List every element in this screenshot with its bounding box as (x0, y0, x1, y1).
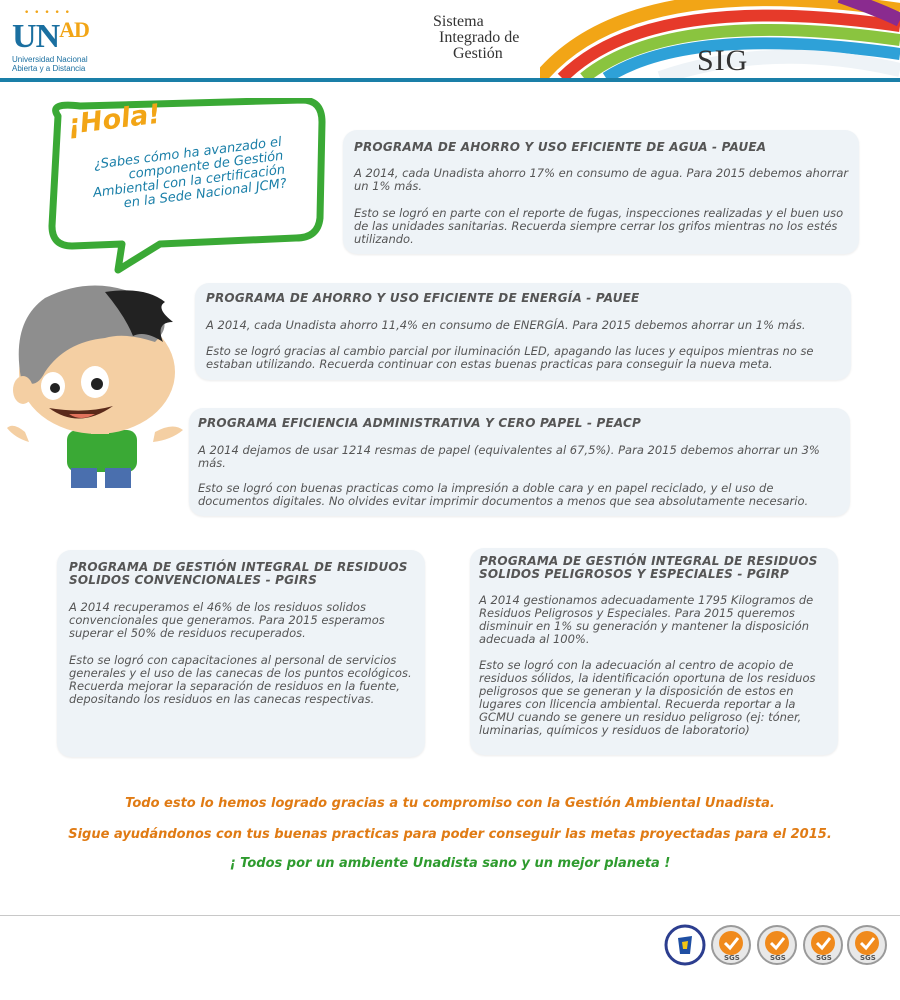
program-title-paper: PROGRAMA EFICIENCIA ADMINISTRATIVA Y CERO PAPEL - PEACP (198, 416, 642, 430)
system-title-line3: Gestión (453, 45, 503, 62)
program-title-water: PROGRAMA DE AHORRO Y USO EFICIENTE DE AGUA - PAUEA (354, 140, 767, 154)
sgs-label: SGS (770, 954, 786, 962)
icontec-seal-icon (664, 924, 706, 966)
sgs-label: SGS (724, 954, 740, 962)
footer-divider (0, 915, 900, 916)
sgs-label: SGS (816, 954, 832, 962)
system-title-line2: Integrado de (439, 29, 520, 46)
program-card-hazardous-waste (470, 548, 838, 755)
program-detail-hazardous-waste: Esto se logró con la adecuación al centro de acopio de residuos sólidos, la identificación oportuna de los residuos peligrosos que se generan y la disposición de estos en lugares con llicencia ambiental. Recuerda reportar a la GCMU cuando se genere un residuo peligroso (ej: tóner, luminarias, químicos y residuos de laboratorio) (479, 658, 816, 737)
program-title-energy: PROGRAMA DE AHORRO Y USO EFICIENTE DE ENERGÍA - PAUEE (206, 291, 640, 305)
program-result-water: A 2014, cada Unadista ahorro 17% en consumo de agua. Para 2015 debemos ahorrar un 1% más. (354, 166, 849, 193)
logo-dots-icon: • • • • • (24, 8, 71, 18)
bubble-question: ¿Sabes cómo ha avanzado el componente de Gestión Ambiental con la certificación en la Sede Nacional JCM? (92, 134, 288, 212)
footer-message-encourage: Sigue ayudándonos con tus buenas practicas para poder conseguir las metas proyectadas para el 2015. (68, 827, 832, 842)
certification-logos (660, 920, 890, 990)
logo-subtitle-line2: Abierta y a Distancia (12, 64, 86, 73)
logo-wordmark: $UN^{AD}$ (12, 17, 89, 55)
header-divider (0, 78, 900, 82)
program-detail-energy: Esto se logró gracias al cambio parcial por iluminación LED, apagando las luces y equipos mientras no se estaban utilizando. Recuerda continuar con estas buenas practicas para conseguir la nueva meta. (206, 344, 814, 371)
bubble-greeting: ¡Hola! (66, 98, 163, 141)
program-result-paper: A 2014 dejamos de usar 1214 resmas de papel (equivalentes al 67,5%). Para 2015 debemos ahorrar un 3% más. (198, 443, 820, 470)
logo-subtitle-line1: Universidad Nacional (12, 55, 88, 64)
footer-message-thanks: Todo esto lo hemos logrado gracias a tu compromiso con la Gestión Ambiental Unadista. (125, 796, 775, 811)
mascot-boy-illustration (5, 282, 195, 492)
program-detail-water: Esto se logró en parte con el reporte de fugas, inspecciones realizadas y el buen uso de las unidades sanitarias. Recuerda siempre cerrar los grifos mientras no los estés utilizando. (354, 206, 844, 246)
system-title-line1: Sistema (433, 13, 484, 30)
program-detail-conventional-waste: Esto se logró con capacitaciones al personal de servicios generales y el uso de las canecas de los puntos ecológicos. Recuerda mejorar la separación de residuos en la fuente, depositando los residuos en las canecas respectivas. (69, 653, 412, 706)
program-title-conventional-waste: PROGRAMA DE GESTIÓN INTEGRAL DE RESIDUOS SOLIDOS CONVENCIONALES - PGIRS (69, 560, 408, 587)
program-card-water (343, 130, 859, 254)
program-result-energy: A 2014, cada Unadista ahorro 11,4% en consumo de ENERGÍA. Para 2015 debemos ahorrar un 1% más. (206, 318, 806, 332)
program-title-hazardous-waste: PROGRAMA DE GESTIÓN INTEGRAL DE RESIDUOS SOLIDOS PELIGROSOS Y ESPECIALES - PGIRP (479, 554, 818, 581)
program-card-conventional-waste (57, 550, 425, 757)
program-card-energy (195, 283, 851, 380)
sig-label: SIG (697, 44, 749, 77)
footer-message-slogan: ¡ Todos por un ambiente Unadista sano y un mejor planeta ! (229, 856, 671, 871)
program-detail-paper: Esto se logró con buenas practicas como la impresión a doble cara y en papel reciclado, y el uso de documentos digitales. No olvides evitar imprimir documentos a menos que sea absolutamente necesario. (198, 481, 809, 508)
sgs-label: SGS (860, 954, 876, 962)
program-result-conventional-waste: A 2014 recuperamos el 46% de los residuos solidos convencionales que generamos. Para 2015 esperamos superar el 50% de residuos recuperados. (69, 600, 385, 640)
program-card-paper (189, 408, 850, 516)
program-result-hazardous-waste: A 2014 gestionamos adecuadamente 1795 Kilogramos de Residuos Peligrosos y Especiales. Para 2015 queremos disminuir en 1% su generación y mantener la disposición adecuada al 100%. (479, 593, 814, 646)
unad-logo (12, 8, 102, 73)
